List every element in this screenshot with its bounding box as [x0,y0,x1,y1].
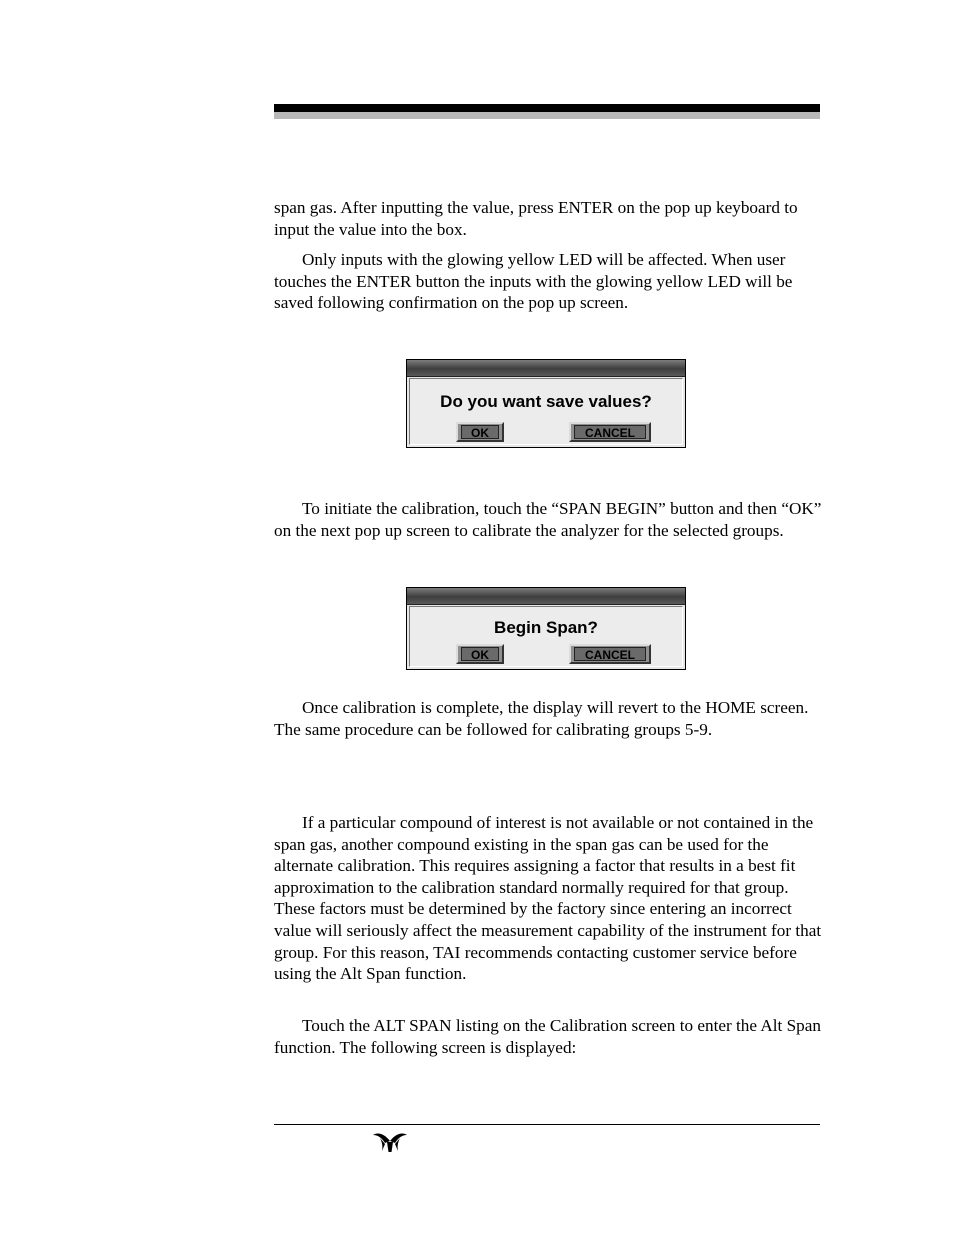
paragraph-calibration-complete: Once calibration is complete, the display will revert to the HOME screen. The same procedure can be followed for calibrating groups 5-9. [274,698,809,739]
ok-button-label: OK [461,647,499,661]
cancel-button[interactable] [569,422,651,442]
teledyne-logo-icon [372,1130,408,1154]
save-values-dialog [406,359,686,448]
paragraph-span-gas: span gas. After inputting the value, press ENTER on the pop up keyboard to input the value into the box. [274,198,798,239]
cancel-button[interactable] [569,644,651,664]
dialog-titlebar [407,360,685,377]
ok-button[interactable] [456,422,504,442]
paragraph-alt-span-intro: If a particular compound of interest is not available or not contained in the span gas, another compound existing in the span gas can be used for the alternate calibration. This requires assigning a factor that results in a best fit approximation to the calibration standard normally required for that group. These factors must be determined by the factory since entering an incorrect value will seriously affect the measurement capability of the instrument for that group. For this reason, TAI recommends contacting customer service before using the Alt Span function. [274,813,822,984]
cancel-button-label: CANCEL [574,647,646,661]
dialog-body [409,606,683,667]
header-rule-shadow [274,112,820,119]
begin-span-dialog [406,587,686,670]
dialog-prompt: Do you want save values? [440,392,652,411]
paragraph-alt-span-touch: Touch the ALT SPAN listing on the Calibration screen to enter the Alt Span function. The following screen is displayed: [274,1016,821,1057]
ok-button[interactable] [456,644,504,664]
footer-rule [274,1124,820,1125]
cancel-button-label: CANCEL [574,425,646,439]
dialog-prompt: Begin Span? [494,618,598,637]
paragraph-initiate-calibration: To initiate the calibration, touch the “SPAN BEGIN” button and then “OK” on the next pop up screen to calibrate the analyzer for the selected groups. [274,499,822,540]
header-rule [274,104,820,112]
dialog-body [409,378,683,445]
dialog-titlebar [407,588,685,605]
ok-button-label: OK [461,425,499,439]
paragraph-yellow-led: Only inputs with the glowing yellow LED will be affected. When user touches the ENTER button the inputs with the glowing yellow LED will be saved following confirmation on the pop up screen. [274,250,793,313]
